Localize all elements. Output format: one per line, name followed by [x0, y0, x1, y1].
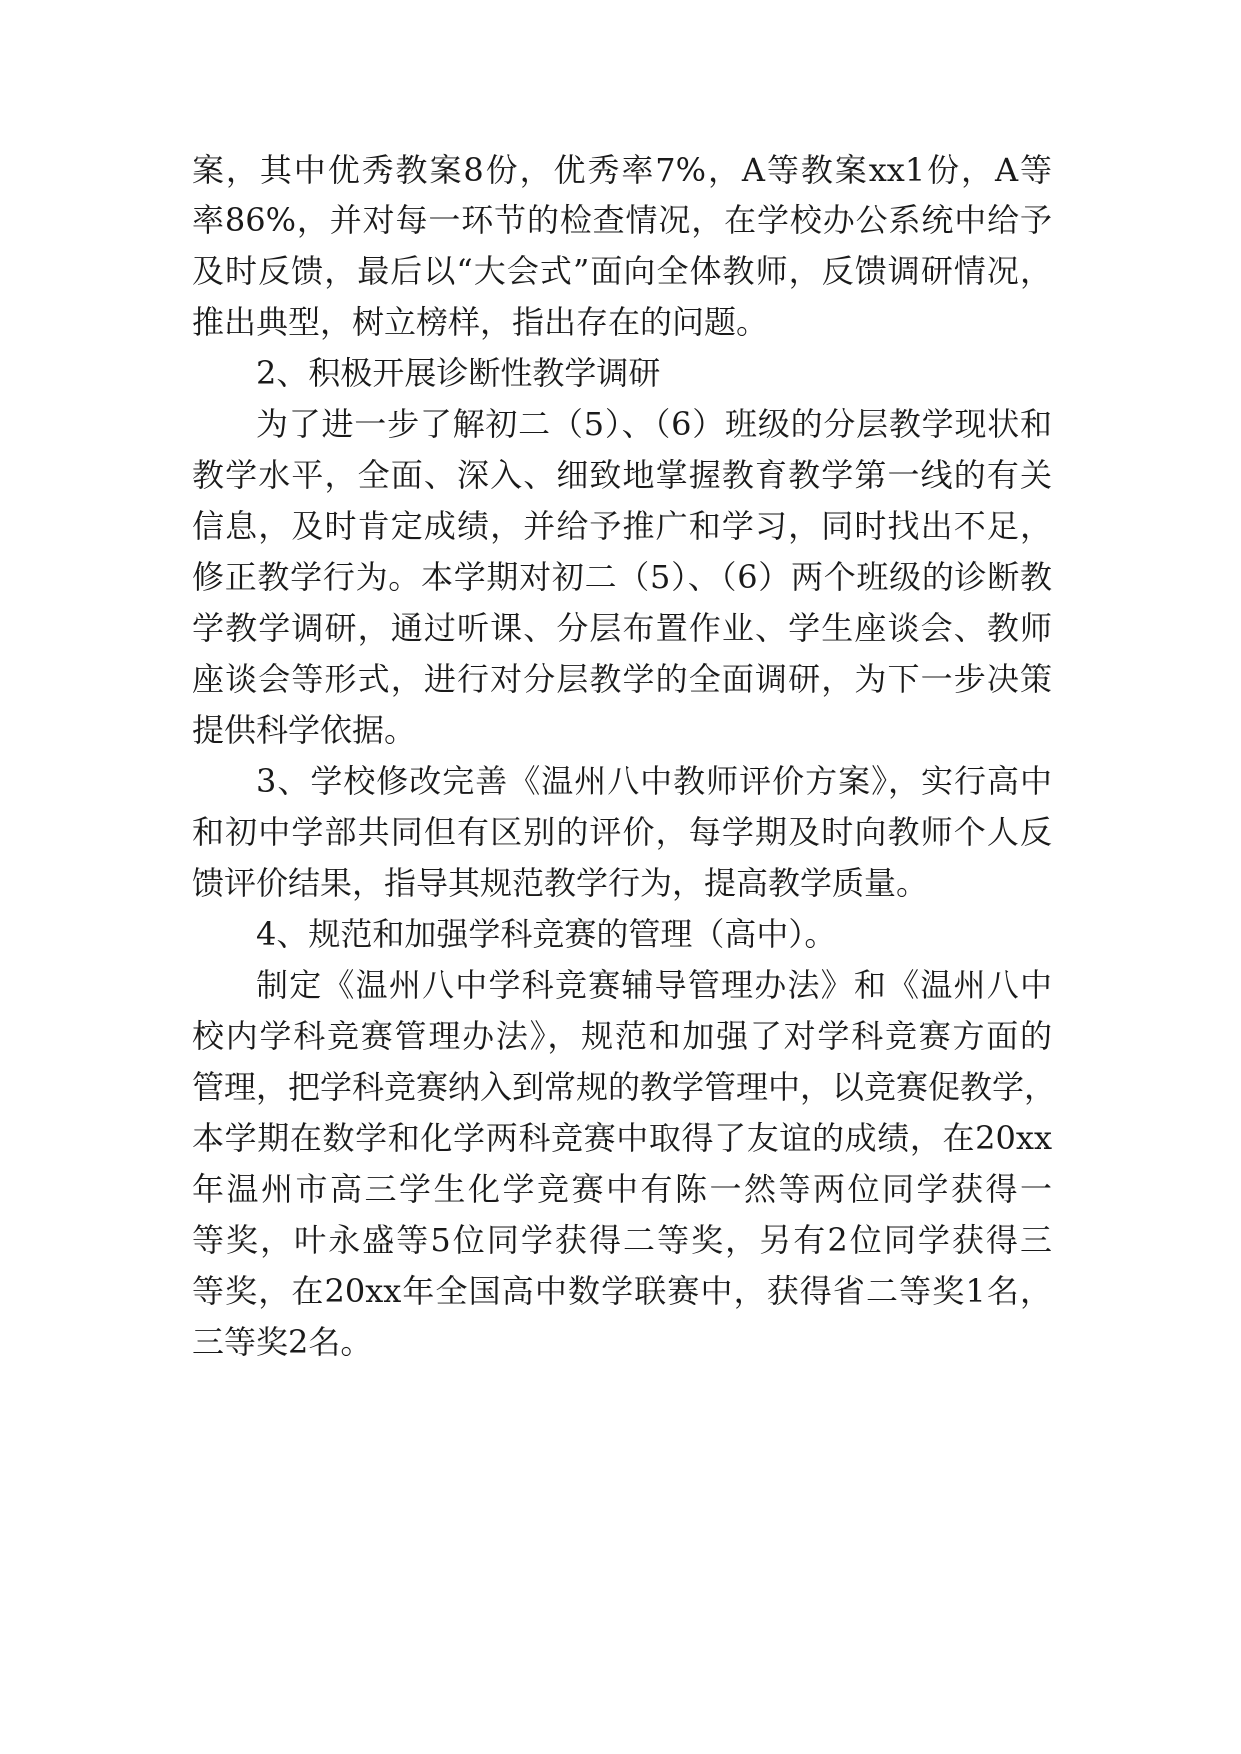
- text-line: 案，其中优秀教案8份，优秀率7%，A等教案xx1份，A等: [192, 151, 1052, 189]
- text-line: 学教学调研，通过听课、分层布置作业、学生座谈会、教师: [192, 609, 1052, 647]
- text-line: 校内学科竞赛管理办法》，规范和加强了对学科竞赛方面的: [192, 1017, 1052, 1055]
- text-line: 修正教学行为。本学期对初二（5）、（6）两个班级的诊断教: [192, 558, 1052, 596]
- text-line: 为了进一步了解初二（5）、（6）班级的分层教学现状和: [256, 405, 1052, 443]
- text-line: 信息，及时肯定成绩，并给予推广和学习，同时找出不足，: [192, 507, 1052, 545]
- text-line: 本学期在数学和化学两科竞赛中取得了友谊的成绩，在20xx: [192, 1119, 1052, 1157]
- text-line: 年温州市高三学生化学竞赛中有陈一然等两位同学获得一: [192, 1170, 1052, 1208]
- section-heading: 2、积极开展诊断性教学调研: [256, 354, 661, 392]
- text-line: 推出典型，树立榜样，指出存在的问题。: [192, 303, 769, 341]
- text-line: 等奖，叶永盛等5位同学获得二等奖，另有2位同学获得三: [192, 1221, 1052, 1259]
- text-line: 三等奖2名。: [192, 1323, 373, 1361]
- text-line: 座谈会等形式，进行对分层教学的全面调研，为下一步决策: [192, 660, 1052, 698]
- text-line: 管理，把学科竞赛纳入到常规的教学管理中，以竞赛促教学，: [192, 1068, 1057, 1106]
- text-line: 提供科学依据。: [192, 711, 417, 749]
- text-line: 及时反馈，最后以“大会式”面向全体教师，反馈调研情况，: [192, 252, 1052, 290]
- text-line: 3、学校修改完善《温州八中教师评价方案》，实行高中: [256, 762, 1052, 800]
- text-line: 率86%，并对每一环节的检查情况，在学校办公系统中给予: [192, 201, 1052, 239]
- text-line: 馈评价结果，指导其规范教学行为，提高教学质量。: [192, 864, 929, 902]
- section-heading: 4、规范和加强学科竞赛的管理（高中）。: [256, 915, 837, 953]
- text-line: 和初中学部共同但有区别的评价，每学期及时向教师个人反: [192, 813, 1052, 851]
- text-line: 等奖，在20xx年全国高中数学联赛中，获得省二等奖1名，: [192, 1272, 1052, 1310]
- text-line: 制定《温州八中学科竞赛辅导管理办法》和《温州八中: [256, 966, 1052, 1004]
- text-line: 教学水平，全面、深入、细致地掌握教育教学第一线的有关: [192, 456, 1052, 494]
